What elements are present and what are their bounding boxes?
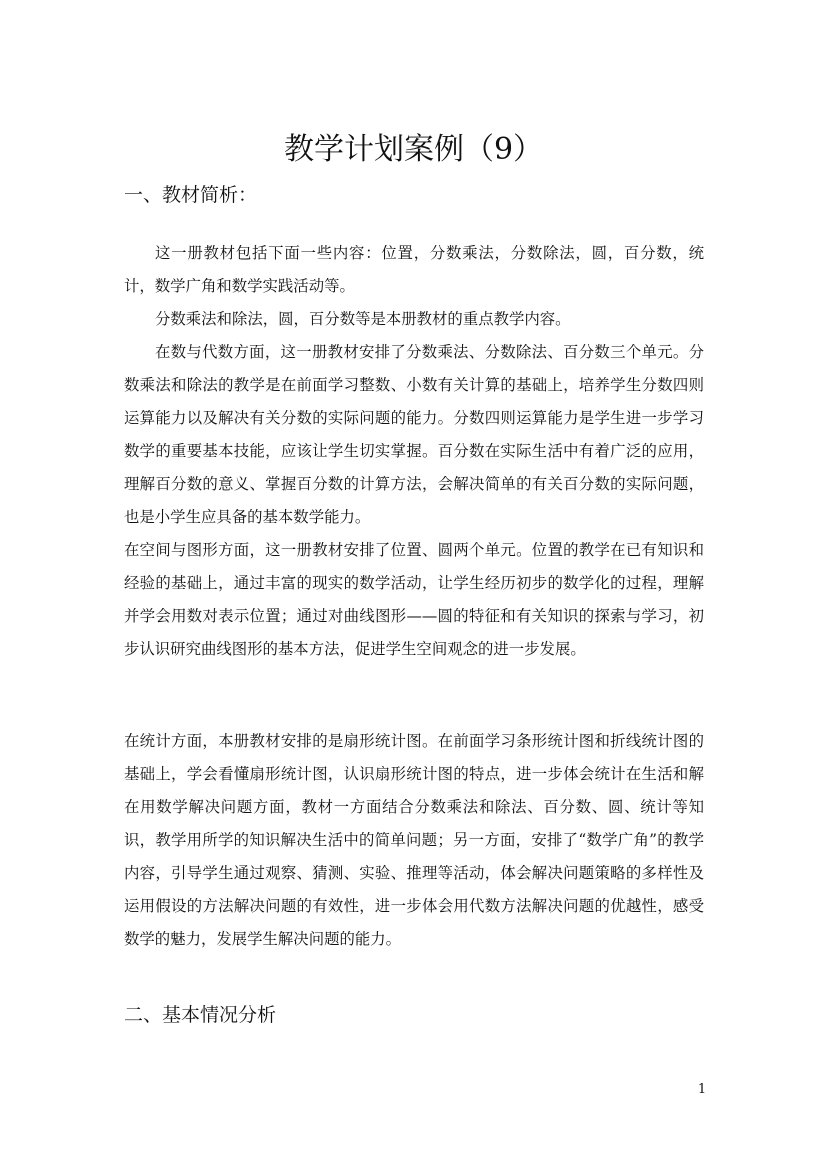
section-body-textbook-analysis [124,237,704,666]
paragraph: 在数与代数方面，这一册教材安排了分数乘法、分数除法、百分数三个单元。分数乘法和除法的教学是在前面学习整数、小数有关计算的基础上，培养学生分数四则运算能力以及解决有关分数的实际问题的能力。分数四则运算能力是学生进一步学习数学的重要基本技能，应该让学生切实掌握。百分数在实际生活中有着广泛的应用，理解百分数的意义、掌握百分数的计算方法，会解决简单的有关百分数的实际问题，也是小学生应具备的基本数学能力。 [124,343,704,526]
paragraph: 分数乘法和除法，圆，百分数等是本册教材的重点教学内容。 [155,310,571,328]
paragraph: 在统计方面，本册教材安排的是扇形统计图。在前面学习条形统计图和折线统计图的基础上，学会看懂扇形统计图，认识扇形统计图的特点，进一步体会统计在生活和解在用数学解决问题方面，教材一方面结合分数乘法和除法、百分数、圆、统计等知识，教学用所学的知识解决生活中的简单问题；另一方面，安排了“数学广角”的教学内容，引导学生通过观察、猜测、实验、推理等活动，体会解决问题策略的多样性及运用假设的方法解决问题的有效性，进一步体会用代数方法解决问题的优越性，感受数学的魅力，发展学生解决问题的能力。 [124,732,704,948]
page-number: 1 [697,1082,707,1097]
paragraph: 在空间与图形方面，这一册教材安排了位置、圆两个单元。位置的教学在已有知识和经验的基础上，通过丰富的现实的数学活动，让学生经历初步的数学化的过程，理解并学会用数对表示位置；通过对曲线图形——圆的特征和有关知识的探索与学习，初步认识研究曲线图形的基本方法，促进学生空间观念的进一步发展。 [124,541,704,658]
section-body-statistics [124,725,704,956]
section-heading-textbook-analysis: 一、教材简析： [124,184,258,206]
page-title: 教学计划案例（9） [283,132,544,167]
section-heading-basic-situation: 二、基本情况分析 [124,1004,277,1026]
paragraph: 这一册教材包括下面一些内容：位置，分数乘法，分数除法，圆，百分数，统计，数学广角和数学实践活动等。 [124,244,704,295]
